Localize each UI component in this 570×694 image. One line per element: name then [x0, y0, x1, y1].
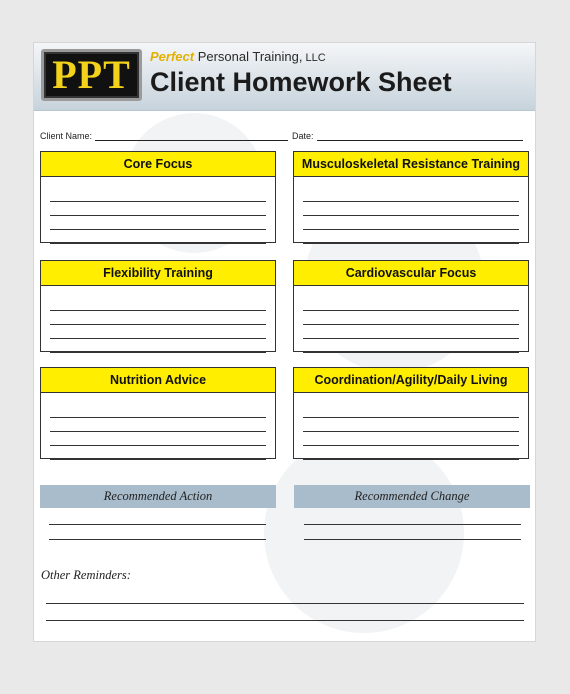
- write-line[interactable]: [50, 432, 266, 446]
- date-field: [292, 131, 523, 141]
- ppt-logo: [41, 49, 142, 101]
- recommended-action-line[interactable]: [49, 539, 266, 540]
- write-line[interactable]: [50, 325, 266, 339]
- section-nutrition-advice: [40, 367, 276, 459]
- client-name-field: [40, 131, 288, 141]
- other-reminders-label: Other Reminders:: [41, 568, 131, 582]
- recommended-change-line[interactable]: [304, 539, 521, 540]
- write-line[interactable]: [303, 446, 519, 460]
- write-line[interactable]: [303, 339, 519, 353]
- write-line[interactable]: [303, 230, 519, 244]
- section-header: Flexibility Training: [41, 261, 275, 286]
- other-reminders-line[interactable]: [46, 603, 524, 604]
- section-flexibility-training: [40, 260, 276, 352]
- write-line[interactable]: [303, 216, 519, 230]
- write-line[interactable]: [50, 188, 266, 202]
- write-line[interactable]: [303, 418, 519, 432]
- section-musculoskeletal-resistance-training: [293, 151, 529, 243]
- recommended-change-header: Recommended Change: [294, 485, 530, 508]
- client-name-label: Client Name:: [40, 131, 93, 141]
- write-line[interactable]: [303, 325, 519, 339]
- write-line[interactable]: [50, 216, 266, 230]
- section-header: Coordination/Agility/Daily Living: [294, 368, 528, 393]
- section-header: Cardiovascular Focus: [294, 261, 528, 286]
- company-name-accent: Perfect: [150, 49, 195, 64]
- other-reminders-line[interactable]: [46, 620, 524, 621]
- homework-sheet: [33, 42, 536, 642]
- write-line[interactable]: [303, 297, 519, 311]
- write-line[interactable]: [303, 311, 519, 325]
- page-title: Client Homework Sheet: [150, 67, 452, 97]
- write-line[interactable]: [50, 297, 266, 311]
- write-line[interactable]: [50, 311, 266, 325]
- section-cardiovascular-focus: [293, 260, 529, 352]
- write-line[interactable]: [50, 230, 266, 244]
- logo-text: PPT: [52, 52, 131, 97]
- write-line[interactable]: [50, 339, 266, 353]
- company-name: [150, 49, 326, 64]
- write-line[interactable]: [303, 188, 519, 202]
- company-name-rest: Personal Training,: [194, 49, 303, 64]
- section-header: Nutrition Advice: [41, 368, 275, 393]
- section-coordination-agility-daily-living: [293, 367, 529, 459]
- write-line[interactable]: [50, 202, 266, 216]
- page-header: [34, 43, 536, 111]
- write-line[interactable]: [50, 446, 266, 460]
- date-input-line[interactable]: [317, 131, 523, 141]
- write-line[interactable]: [50, 418, 266, 432]
- write-line[interactable]: [303, 404, 519, 418]
- write-line[interactable]: [50, 404, 266, 418]
- write-line[interactable]: [303, 202, 519, 216]
- recommended-action-header: Recommended Action: [40, 485, 276, 508]
- write-line[interactable]: [303, 432, 519, 446]
- date-label: Date:: [292, 131, 314, 141]
- section-header: Core Focus: [41, 152, 275, 177]
- recommended-change-line[interactable]: [304, 524, 521, 525]
- section-header: Musculoskeletal Resistance Training: [294, 152, 528, 177]
- client-name-input-line[interactable]: [95, 131, 288, 141]
- recommended-action-line[interactable]: [49, 524, 266, 525]
- section-core-focus: [40, 151, 276, 243]
- company-name-suffix: LLC: [302, 52, 326, 64]
